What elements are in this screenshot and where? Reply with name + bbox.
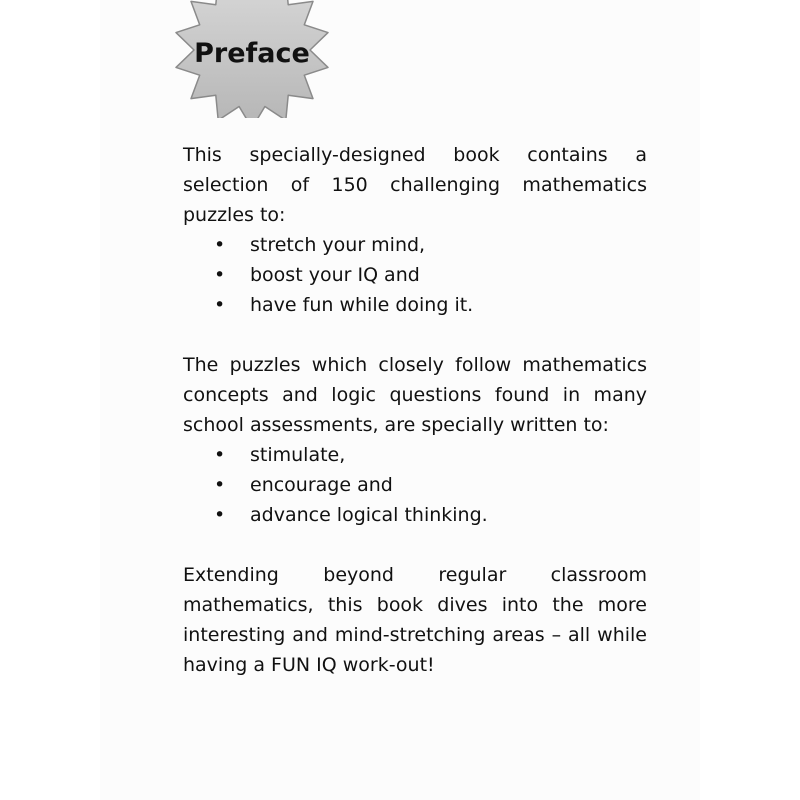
- paragraph-closing: Extending beyond regular classroom mathematics, this book dives into the more interesting and mind-stretching areas – all while having a FUN IQ work-out!: [183, 564, 647, 676]
- list-item: [183, 260, 647, 290]
- bullet-icon: •: [214, 444, 226, 466]
- list-item-text: encourage and: [250, 474, 393, 496]
- page-title: Preface: [194, 38, 310, 69]
- list-item: [183, 470, 647, 500]
- list-item-text: stimulate,: [250, 444, 346, 466]
- list-item: [183, 440, 647, 470]
- bullet-icon: •: [214, 504, 226, 526]
- paragraph-intro-1: This specially-designed book contains a selection of 150 challenging mathematics puzzles to:: [183, 144, 647, 226]
- spacer: [183, 320, 647, 350]
- list-item-text: have fun while doing it.: [250, 294, 474, 316]
- list-item: [183, 230, 647, 260]
- bullet-list-2: [183, 440, 647, 530]
- list-item: [183, 290, 647, 320]
- bullet-list-1: [183, 230, 647, 320]
- list-item-text: advance logical thinking.: [250, 504, 488, 526]
- bullet-icon: •: [214, 474, 226, 496]
- list-item-text: boost your IQ and: [250, 264, 420, 286]
- paragraph-intro-2: The puzzles which closely follow mathematics concepts and logic questions found in many school assessments, are specially written to:: [183, 354, 647, 436]
- preface-body: [183, 140, 647, 680]
- bullet-icon: •: [214, 294, 226, 316]
- bullet-icon: •: [214, 264, 226, 286]
- list-item-text: stretch your mind,: [250, 234, 426, 256]
- title-badge: [172, 0, 332, 118]
- bullet-icon: •: [214, 234, 226, 256]
- spacer: [183, 530, 647, 560]
- list-item: [183, 500, 647, 530]
